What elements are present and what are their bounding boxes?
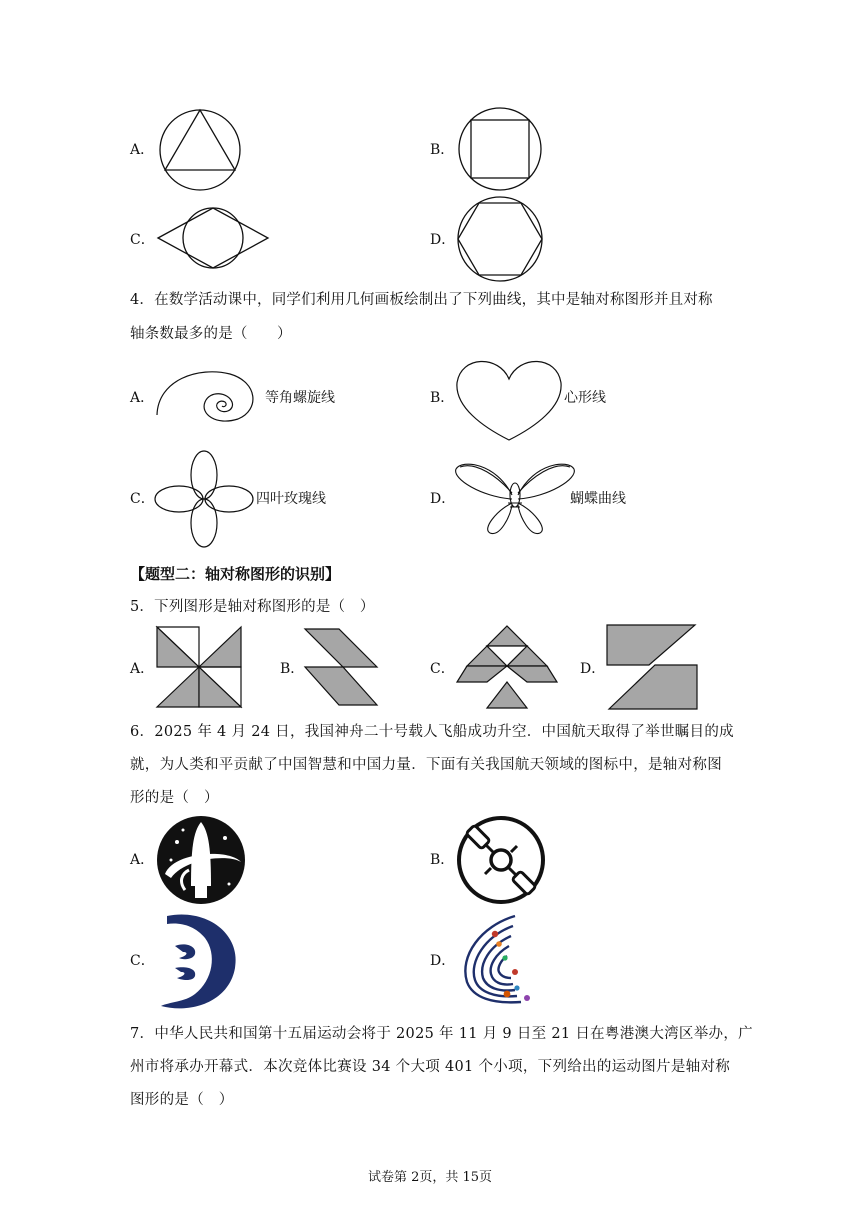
page-footer: 试卷第 2页，共 15页 <box>367 1170 493 1185</box>
q7-text-line2: 州市将承办开幕式．本次竞体比赛设 34 个大项 401 个小项，下列给出的运动图片是轴对称 <box>130 1059 731 1075</box>
q3-figure-d-circle-hexagon <box>455 196 545 282</box>
q6-figure-d-orbit-swirl-logo <box>455 912 543 1006</box>
q7-text-line3: 图形的是（ ） <box>130 1092 234 1108</box>
q6-option-c-label: C． <box>130 953 155 969</box>
q4-option-d-label: D． <box>430 491 456 507</box>
q4-figure-a-spiral <box>150 360 265 430</box>
q5-figure-c-triangles <box>455 624 559 710</box>
q6-option-a-label: A． <box>130 852 155 868</box>
q5-option-a-label: A． <box>130 661 155 677</box>
q6-figure-c-moon-brush-logo <box>155 910 241 1012</box>
q6-text-line3: 形的是（ ） <box>130 790 219 806</box>
q5-figure-b-z-shape <box>303 627 379 707</box>
q4-option-a-caption: 等角螺旋线 <box>265 390 335 406</box>
q4-option-b-caption: 心形线 <box>564 390 606 406</box>
q4-text-line2: 轴条数最多的是（ ） <box>130 326 292 342</box>
q6-figure-b-satellite-icon <box>455 815 547 905</box>
q5-figure-d-z-blocks <box>605 623 699 711</box>
q7-text-line1: 7．中华人民共和国第十五届运动会将于 2025 年 11 月 9 日至 21 日在粤港澳大湾区举办，广 <box>130 1026 753 1042</box>
q4-option-d-caption: 蝴蝶曲线 <box>570 491 626 507</box>
q5-option-d-label: D． <box>580 661 606 677</box>
q5-text: 5．下列图形是轴对称图形的是（ ） <box>130 599 375 615</box>
q6-figure-a-rocket-logo <box>155 816 247 904</box>
q6-text-line2: 就，为人类和平贡献了中国智慧和中国力量．下面有关我国航天领域的图标中，是轴对称图 <box>130 757 722 773</box>
q4-figure-b-heart <box>455 353 563 443</box>
q6-option-b-label: B． <box>430 852 455 868</box>
q3-option-c-label: C． <box>130 232 155 248</box>
q4-figure-c-four-leaf-rose <box>152 449 256 549</box>
q3-option-d-label: D． <box>430 232 456 248</box>
q5-option-b-label: B． <box>280 661 305 677</box>
q4-text-line1: 4．在数学活动课中，同学们利用几何画板绘制出了下列曲线，其中是轴对称图形并且对称 <box>130 292 713 308</box>
q6-option-d-label: D． <box>430 953 456 969</box>
q3-option-b-label: B． <box>430 142 455 158</box>
q4-figure-d-butterfly-curve <box>452 457 578 537</box>
q4-option-b-label: B． <box>430 390 455 406</box>
section-title: 【题型二：轴对称图形的识别】 <box>130 565 341 583</box>
q3-figure-c-rhombus-circle <box>155 205 271 271</box>
q5-option-c-label: C． <box>430 661 455 677</box>
q3-figure-a-circle-triangle <box>155 108 245 192</box>
q3-option-a-label: A． <box>130 142 155 158</box>
q6-text-line1: 6．2025 年 4 月 24 日，我国神舟二十号载人飞船成功升空．中国航天取得了举世瞩目的成 <box>130 724 734 740</box>
q4-option-a-label: A． <box>130 390 155 406</box>
q3-figure-b-circle-square <box>455 106 545 192</box>
q5-figure-a-pinwheel <box>155 625 243 709</box>
q4-option-c-label: C． <box>130 491 155 507</box>
q4-option-c-caption: 四叶玫瑰线 <box>256 491 326 507</box>
